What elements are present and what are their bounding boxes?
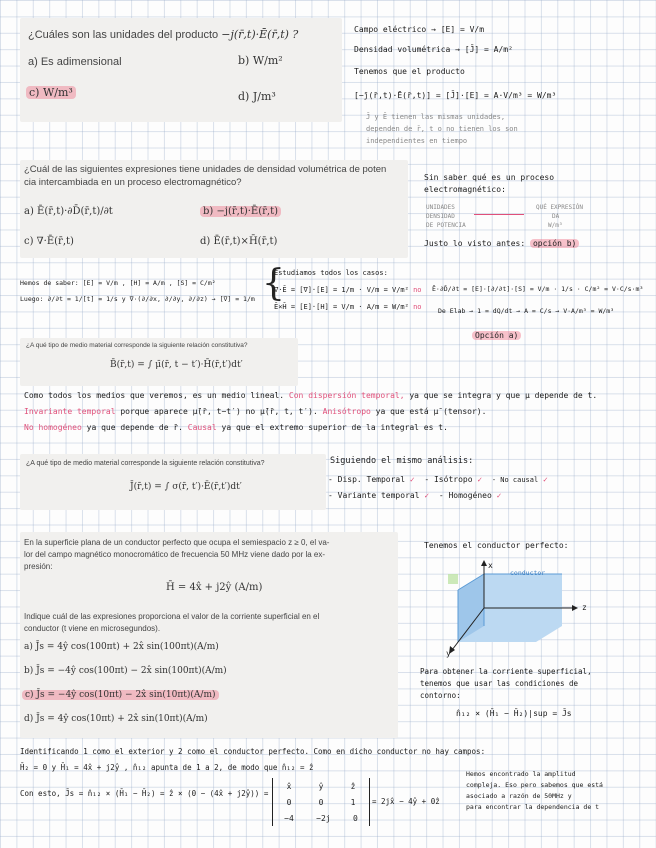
notes7-right1: Hemos encontrado la amplitud <box>466 770 576 778</box>
notes4-dispersion-reason: ya que se integra y que μ depende de t. <box>409 391 598 400</box>
notes2-expr2: DA <box>552 213 560 220</box>
notes3-right1 <box>274 285 422 296</box>
notes2-units2: DENSIDAD <box>426 213 455 220</box>
q1-prompt-text: ¿Cuáles son las unidades del producto <box>28 29 219 41</box>
q1-option-d[interactable]: d) J/m³ <box>238 90 276 103</box>
q5-p2: lor del campo magnético monocromático de frecuencia 50 MHz viene dado por la ex- <box>24 550 326 559</box>
notes4-invariant-reason: porque aparece μ̄(r̄, t−t′) no μ̄(r̄, t, t′). <box>120 407 318 416</box>
q1-option-c[interactable] <box>26 86 76 99</box>
notes5-isotropic: - Isótropo <box>424 475 473 484</box>
q5-p3: presión: <box>24 562 53 571</box>
q4-formula: J̄(r̄,t) = ∫ σ(r̄, t′)·Ē(r̄,t′)dt′ <box>130 482 242 492</box>
notes2-expr3: W/m³ <box>548 222 563 229</box>
matrix-row-1 <box>273 778 369 794</box>
notes5-row2 <box>328 490 501 501</box>
matrix-cell: ẑ <box>350 781 356 791</box>
matrix-cell: −4 <box>284 813 294 823</box>
q4-prompt: ¿A qué tipo de medio material corresponde la siguiente relación constitutiva? <box>26 460 265 467</box>
check-icon: ✓ <box>409 475 415 484</box>
notes3-brace: { <box>262 263 285 304</box>
notes5-homogeneous: - Homogéneo <box>438 491 492 500</box>
q2-option-c[interactable]: c) ∇·Ē(r̄,t) <box>24 236 74 247</box>
q2-option-b-label: b) −j(r̄,t)·Ē(r̄,t) <box>200 206 281 217</box>
check-icon: ✓ <box>496 491 502 500</box>
question-5-clip <box>20 532 398 738</box>
conductor-label: conductor <box>510 569 546 577</box>
q5-option-b[interactable]: b) J̄s = −4ŷ cos(100πt) − 2x̂ sin(100πt)(A/m) <box>24 666 227 676</box>
notes3-div-units: ∇·Ē = [∇]·[E] = 1/m · V/m = V/m² <box>274 286 409 294</box>
notes7-line1: Identificando 1 como el exterior y 2 como el conductor perfecto. Como en dicho conductor no hay campos: <box>20 747 486 756</box>
notes6-line3: contorno: <box>420 691 461 700</box>
matrix-cell: x̂ <box>286 781 292 791</box>
notes1-line7: independientes en tiempo <box>366 137 468 145</box>
notes2-line2: electromagnético: <box>424 185 506 194</box>
matrix-cell: 0 <box>352 813 358 823</box>
q1-option-a[interactable]: a) Es adimensional <box>28 56 122 68</box>
notes2-arrow <box>474 214 524 215</box>
q5-option-a[interactable]: a) J̄s = 4ŷ cos(100πt) + 2x̂ sin(100πt)(A/m) <box>24 642 219 652</box>
cross-product-matrix <box>272 778 370 826</box>
q3-prompt: ¿A qué tipo de medio material corresponde la siguiente relación constitutiva? <box>26 342 248 349</box>
notes4-causal: Causal <box>187 423 217 432</box>
notes3-right2 <box>274 302 422 313</box>
notes3-left1: Hemos de saber: [E] = V/m , [H] = A/m , [S] = C/m² <box>20 279 216 287</box>
notes4-line3 <box>24 422 448 433</box>
notes3-no-2: no <box>413 303 422 311</box>
matrix-cell: ŷ <box>318 781 324 791</box>
q2-option-d[interactable]: d) Ē(r̄,t)×H̄(r̄,t) <box>200 236 278 247</box>
q5-p1: En la superficie plana de un conductor perfecto que ocupa el semiespacio z ≥ 0, el va- <box>24 538 330 547</box>
q5-field: H̄ = 4x̂ + j2ŷ (A/m) <box>166 582 263 593</box>
notes3-answer-label: Opción a) <box>472 331 521 340</box>
question-2-clip <box>20 160 408 258</box>
question-1-clip <box>20 18 342 122</box>
check-icon: ✓ <box>477 475 483 484</box>
question-3-clip <box>20 338 298 386</box>
notes7-line2: H̄₂ = 0 y H̄₁ = 4x̂ + j2ŷ , n̂₁₂ apunta de 1 a 2, de modo que n̂₁₂ = ẑ <box>20 763 314 772</box>
notes6-title: Tenemos el conductor perfecto: <box>424 541 569 550</box>
q5-option-c-label: c) J̄s = −4ŷ cos(10πt) − 2x̂ sin(10πt)(A/m) <box>22 690 219 700</box>
notes2-units1: UNIDADES <box>426 204 455 211</box>
q2-option-a[interactable]: a) Ē(r̄,t)·∂D̄(r̄,t)/∂t <box>24 206 113 217</box>
notes4-anisotropic-reason: ya que está μ̄ (tensor). <box>375 407 487 416</box>
q2-option-b[interactable] <box>200 206 281 217</box>
axis-y-label: y <box>446 649 451 658</box>
notes4-line1 <box>24 390 597 401</box>
matrix-cell: 1 <box>350 797 356 807</box>
notes5-row1 <box>328 474 548 486</box>
notes2-answer: opción b) <box>530 239 579 248</box>
q5-option-c[interactable] <box>22 690 219 700</box>
notes4-dispersion: Con dispersión temporal, <box>288 391 405 400</box>
notes1-line1: Campo eléctrico → [E] = V/m <box>354 25 485 34</box>
notes2-line1: Sin saber qué es un proceso <box>424 173 555 182</box>
notes4-nonhomogeneous: No homogéneo <box>24 423 82 432</box>
notes1-product-units: [−j̄(r̄,t)·Ē(r̄,t)] = [J̄]·[E] = A·V/m³ = W/m³ <box>354 91 557 100</box>
notes7-result: = 2jx̂ − 4ŷ + 0ẑ <box>372 797 440 806</box>
notes1-line5: J̄ y Ē tienen las mismas unidades, <box>366 113 506 121</box>
notes2-answer-lead: Justo lo visto antes: <box>424 239 526 248</box>
matrix-row-3 <box>273 810 369 826</box>
check-icon: ✓ <box>424 491 430 500</box>
matrix-row-2 <box>273 794 369 810</box>
axis-z-label: z <box>582 603 587 612</box>
notes3-right0: Estudiamos todos los casos: <box>274 269 388 277</box>
notes1-line2: Densidad volumétrica → [J̄] = A/m² <box>354 45 513 54</box>
notes5-noncausal: - No causal <box>491 476 539 484</box>
q2-prompt-line1: ¿Cuál de las siguientes expresiones tiene unidades de densidad volumétrica de poten <box>24 164 387 175</box>
notes2-expr1: QUÉ EXPRESIÓN <box>536 204 583 211</box>
notes4-line2 <box>24 406 486 417</box>
matrix-cell: 0 <box>286 797 292 807</box>
notes6-line2: tenemos que usar las condiciones de <box>420 679 579 688</box>
notes2-answer-line <box>424 238 579 249</box>
q1-option-c-label: c) W/m³ <box>26 86 76 99</box>
notes3-left2: Luego: ∂/∂t = 1/[t] = 1/s y ∇·(∂/∂x, ∂/∂y, ∂/∂z) → [∇] = 1/m <box>20 295 255 303</box>
notes5-disp: - Disp. Temporal <box>328 475 406 484</box>
q1-prompt <box>28 28 298 41</box>
notes5-line1: Siguiendo el mismo análisis: <box>330 456 474 466</box>
q5-option-d[interactable]: d) J̄s = 4ŷ cos(10πt) + 2x̂ sin(10πt)(A/m) <box>24 714 208 724</box>
notes3-answer <box>472 330 521 341</box>
notes4-invariant: Invariante temporal <box>24 407 116 416</box>
q5-p4: Indique cuál de las expresiones proporciona el valor de la corriente superficial en el <box>24 612 320 621</box>
notes4-linear: Como todos los medios que veremos, es un medio lineal. <box>24 391 285 400</box>
question-4-clip <box>20 454 326 510</box>
notes5-variant: - Variante temporal <box>328 491 420 500</box>
notes1-line3: Tenemos que el producto <box>354 67 465 76</box>
matrix-cell: 0 <box>318 797 324 807</box>
q1-expression: −j(r̄,t)·Ē(r̄,t) ? <box>221 28 299 41</box>
q5-p5: conductor (t viene en microsegundos). <box>24 624 161 633</box>
notes1-line4 <box>354 90 556 101</box>
notes7-line3: Con esto, J̄s = n̂₁₂ × (H̄₁ − H̄₂) = ẑ × (0 − (4x̂ + j2ŷ)) = <box>20 789 269 798</box>
notes6-line1: Para obtener la corriente superficial, <box>420 667 592 676</box>
notes3-cross-units: Ē×H̄ = [E]·[H] = V/m · A/m = W/m² <box>274 303 409 311</box>
q2-prompt-line2: cia intercambiada en un proceso electromagnético? <box>24 177 242 188</box>
notes3-no-1: no <box>413 286 422 294</box>
notes7-right2: compleja. Eso pero sabemos que está <box>466 781 603 789</box>
notes6-bc: n̂₁₂ × (H̄₁ − H̄₂)|sup = J̄s <box>456 709 572 718</box>
check-icon: ✓ <box>543 475 548 484</box>
notes7-right3: asociado a razón de 50MHz y <box>466 792 572 800</box>
q1-option-b[interactable]: b) W/m² <box>238 54 283 67</box>
notes3-far1: Ē·∂D̄/∂t = [E]·[∂/∂t]·[S] = V/m · 1/s · C/m² = V·C/s·m³ <box>432 285 644 293</box>
axis-x-label: x <box>488 561 493 570</box>
notes4-anisotropic: Anisótropo <box>322 407 371 416</box>
notes2-units3: DE POTENCIA <box>426 222 466 229</box>
notes7-right4: para encontrar la dependencia de t <box>466 803 600 811</box>
notes3-far2: De Elab → 1 = dQ/dt → A = C/s → V·A/m³ = W/m³ <box>438 307 615 315</box>
q3-formula: B̄(r̄,t) = ∫ μ̄(r̄, t − t′)·H̄(r̄,t′)dt′ <box>110 360 243 370</box>
notes4-causal-reason: ya que el extremo superior de la integral es t. <box>221 423 448 432</box>
notes1-line6: dependen de r̄, t o no tienen los son <box>366 125 518 133</box>
matrix-cell: −2j <box>316 813 331 823</box>
notes4-nonhomogeneous-reason: ya que depende de r̄. <box>86 423 183 432</box>
